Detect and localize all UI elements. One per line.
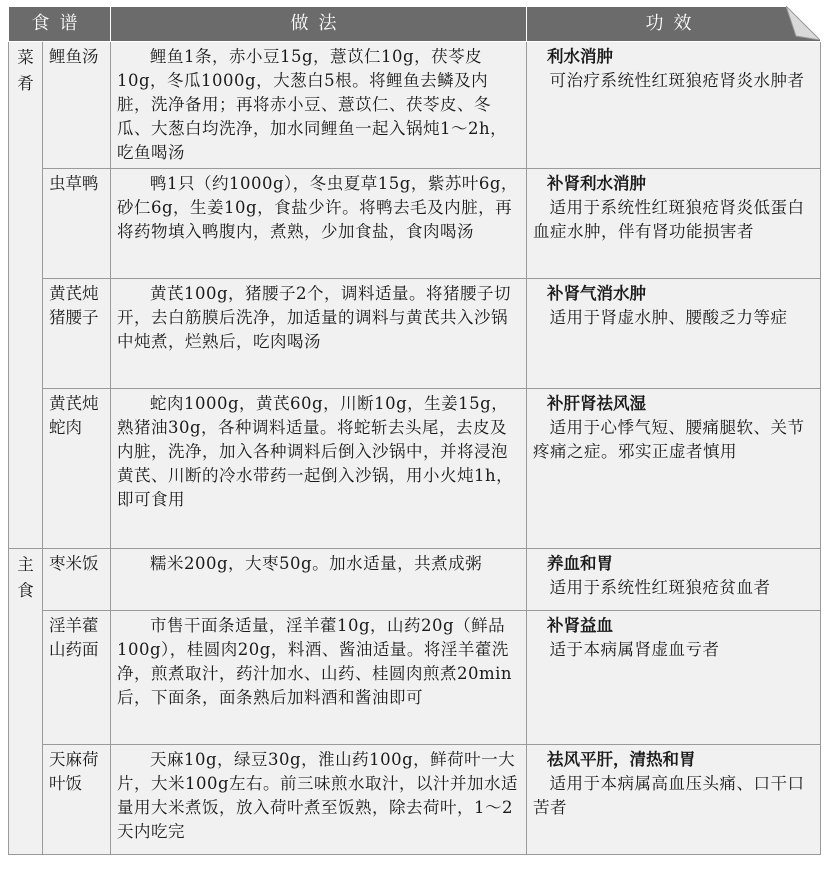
method-text: 鲤鱼1条，赤小豆15g，薏苡仁10g，茯苓皮10g，冬瓜1000g，大葱白5根。将鲤鱼去鳞及内脏，洗净备用；再将赤小豆、薏苡仁、茯苓皮、冬瓜、大葱白均洗净，加水同鲤鱼一起入锅炖1～2h，吃鱼喝汤 [111,42,527,169]
effect-cell [527,745,821,855]
dish-name: 黄芪炖蛇肉 [43,389,111,549]
category-label: 主食 [17,555,34,600]
effect-cell [527,389,821,549]
effect-cell [527,279,821,389]
category-label: 菜肴 [17,48,34,93]
effect-cell [527,611,821,745]
effect-cell [527,42,821,169]
effect-title: 祛风平肝，清热和胃 [547,750,696,769]
header-method: 做法 [111,7,527,42]
diet-therapy-table [8,6,821,855]
dish-name: 天麻荷叶饭 [43,745,111,855]
effect-text: 适用于本病属高血压头痛、口干口苦者 [533,774,805,817]
page-curl-icon [786,6,820,40]
table-row [9,389,821,549]
effect-title: 养血和胃 [547,554,613,573]
effect-cell [527,169,821,279]
header-effect: 功效 [527,7,821,42]
effect-text: 适用于系统性红斑狼疮肾炎低蛋白血症水肿，伴有肾功能损害者 [533,198,805,241]
header-recipe: 食谱 [9,7,111,42]
method-text: 天麻10g，绿豆30g，淮山药100g，鲜荷叶一大片，大米100g左右。前三味煎水取汁，以汁并加水适量用大米煮饭，放入荷叶煮至饭熟，除去荷叶，1～2天内吃完 [111,745,527,855]
table-row [9,611,821,745]
table-row [9,745,821,855]
category-cell [9,549,43,855]
category-cell [9,42,43,549]
table-row [9,42,821,169]
method-text: 黄芪100g，猪腰子2个，调料适量。将猪腰子切开，去白筋膜后洗净，加适量的调料与黄芪共入沙锅中炖煮，烂熟后，吃肉喝汤 [111,279,527,389]
effect-text: 适用于肾虚水肿、腰酸乏力等症 [549,308,788,327]
method-text: 鸭1只（约1000g），冬虫夏草15g，紫苏叶6g，砂仁6g，生姜10g，食盐少许。将鸭去毛及内脏，再将药物填入鸭腹内，煮熟，少加食盐，食肉喝汤 [111,169,527,279]
method-text: 市售干面条适量，淫羊藿10g，山药20g（鲜品100g），桂圆肉20g，料酒、酱油适量。将淫羊藿洗净，煎煮取汁，药汁加水、山药、桂圆肉煎煮20min后，下面条，面条熟后加料酒和酱油即可 [111,611,527,745]
effect-cell [527,549,821,611]
dish-name: 鲤鱼汤 [43,42,111,169]
effect-text: 适用于系统性红斑狼疮贫血者 [549,578,771,597]
recipe-sheet [8,6,820,855]
table-row [9,169,821,279]
dish-name: 淫羊藿山药面 [43,611,111,745]
method-text: 糯米200g，大枣50g。加水适量，共煮成粥 [111,549,527,611]
table-header-row [9,7,821,42]
effect-title: 补肾利水消肿 [547,174,646,193]
table-row [9,549,821,611]
table-row [9,279,821,389]
effect-text: 适用于心悸气短、腰痛腿软、关节疼痛之症。邪实正虚者慎用 [533,418,805,461]
effect-text: 适于本病属肾虚血亏者 [549,640,720,659]
dish-name: 枣米饭 [43,549,111,611]
method-text: 蛇肉1000g，黄芪60g，川断10g，生姜15g，熟猪油30g，各种调料适量。将蛇斩去头尾，去皮及内脏，洗净，加入各种调料后倒入沙锅中，并将浸泡黄芪、川断的冷水带药一起倒入沙锅，用小火炖1h，即可食用 [111,389,527,549]
effect-title: 补肾益血 [547,616,613,635]
dish-name: 黄芪炖猪腰子 [43,279,111,389]
effect-text: 可治疗系统性红斑狼疮肾炎水肿者 [549,71,805,90]
dish-name: 虫草鸭 [43,169,111,279]
effect-title: 利水消肿 [547,47,613,66]
effect-title: 补肝肾祛风湿 [547,394,646,413]
effect-title: 补肾气消水肿 [547,284,646,303]
